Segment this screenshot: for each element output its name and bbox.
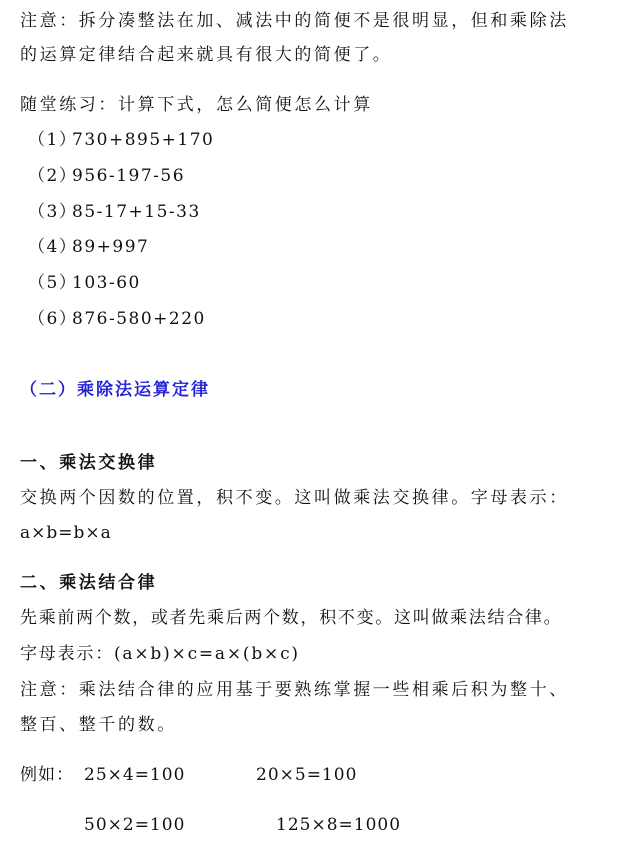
example-equation: 50×2=100 <box>84 815 186 835</box>
practice-item <box>28 165 185 187</box>
practice-item <box>28 308 206 330</box>
practice-item <box>28 201 201 223</box>
associative-text: 先乘前两个数，或者先乘后两个数，积不变。这叫做乘法结合律。 <box>20 608 563 628</box>
practice-item <box>28 272 141 294</box>
associative-note-line-1: 注意：乘法结合律的应用基于要熟练掌握一些相乘后积为整十、 <box>20 680 569 700</box>
practice-item-number: （5） <box>28 273 78 293</box>
practice-item-number: （4） <box>28 237 78 257</box>
note-line-2: 的运算定律结合起来就具有很大的简便了。 <box>20 45 393 65</box>
note-line-1: 注意：拆分凑整法在加、减法中的简便不是很明显，但和乘除法 <box>20 11 569 31</box>
practice-item-number: （1） <box>28 130 78 150</box>
commutative-formula: a×b=b×a <box>20 523 112 543</box>
practice-item-expression: 103-60 <box>72 273 141 293</box>
practice-title: 随堂练习：计算下式，怎么简便怎么计算 <box>20 95 373 115</box>
practice-item-number: （2） <box>28 166 78 186</box>
practice-item <box>28 236 149 258</box>
section-heading: （二）乘除法运算定律 <box>20 380 210 400</box>
example-equation: 125×8=1000 <box>276 815 402 835</box>
example-equation: 25×4=100 <box>84 765 186 785</box>
practice-item-number: （3） <box>28 202 78 222</box>
commutative-text: 交换两个因数的位置，积不变。这叫做乘法交换律。字母表示： <box>20 488 569 508</box>
practice-item-expression: 89+997 <box>72 237 150 257</box>
example-equation: 20×5=100 <box>256 765 358 785</box>
associative-formula: 字母表示：(a×b)×c=a×(b×c) <box>20 644 300 664</box>
practice-item <box>28 129 214 151</box>
associative-heading: 二、乘法结合律 <box>20 573 158 593</box>
practice-item-number: （6） <box>28 309 78 329</box>
examples-label: 例如： <box>20 765 74 785</box>
practice-item-expression: 956-197-56 <box>72 166 186 186</box>
commutative-heading: 一、乘法交换律 <box>20 453 158 473</box>
practice-item-expression: 730+895+170 <box>72 130 215 150</box>
practice-item-expression: 876-580+220 <box>72 309 206 329</box>
practice-item-expression: 85-17+15-33 <box>72 202 201 222</box>
associative-note-line-2: 整百、整千的数。 <box>20 715 177 735</box>
